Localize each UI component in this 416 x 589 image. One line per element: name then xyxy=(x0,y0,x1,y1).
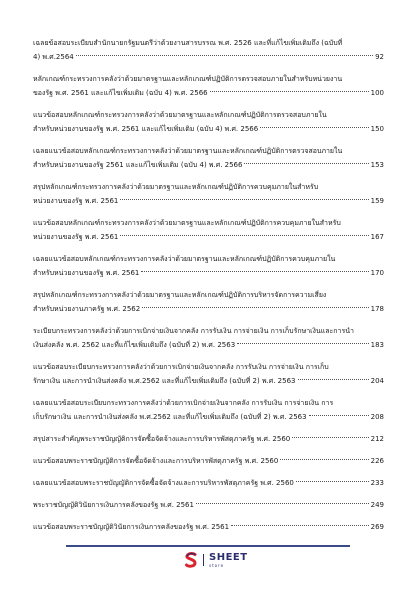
toc-entry-title-line1: เฉลยแนวข้อสอบระเบียบกระทรวงการคลังว่าด้วยการเบิกจ่ายเงินจากคลัง การรับเงิน การจ่ายเงิน การ xyxy=(33,399,334,407)
toc-entry[interactable] xyxy=(33,520,384,534)
toc-page-number: 100 xyxy=(370,89,384,97)
toc-leader-dots xyxy=(260,127,368,128)
toc-entry[interactable] xyxy=(33,324,384,352)
toc-leader-dots xyxy=(309,415,369,416)
toc-entry[interactable] xyxy=(33,36,384,64)
toc-entry[interactable] xyxy=(33,72,384,100)
toc-page-number: 204 xyxy=(370,377,384,385)
toc-entry-title-line2: 4) พ.ศ.2564 xyxy=(33,53,74,61)
toc-entry-title: พระราชบัญญัติวินัยการเงินการคลังของรัฐ พ.ศ. 2561 xyxy=(33,501,194,509)
toc-page-number: 233 xyxy=(370,479,384,487)
brand-logo xyxy=(184,552,248,568)
footer-divider xyxy=(66,545,350,547)
toc-entry[interactable] xyxy=(33,144,384,172)
toc-page-number: 92 xyxy=(375,53,384,61)
toc-leader-dots xyxy=(120,235,368,236)
logo-separator xyxy=(203,554,204,566)
toc-entry-title-line1: สรุปหลักเกณฑ์กระทรวงการคลังว่าด้วยมาตรฐานและหลักเกณฑ์ปฏิบัติการควบคุมภายในสำหรับ xyxy=(33,183,319,191)
toc-entry-title-line2: หน่วยงานของรัฐ พ.ศ. 2561 xyxy=(33,233,119,241)
toc-entry[interactable] xyxy=(33,476,384,490)
toc-leader-dots xyxy=(298,379,369,380)
toc-entry[interactable] xyxy=(33,396,384,424)
toc-entry-title-line2: หน่วยงานของรัฐ พ.ศ. 2561 xyxy=(33,197,119,205)
toc-entry[interactable] xyxy=(33,432,384,446)
toc-entry-title-line2: เก็บรักษาเงิน และการนำเงินส่งคลัง พ.ศ.2562 และที่แก้ไขเพิ่มเติมถึง (ฉบับที่ 2) พ.ศ. 2563 xyxy=(33,413,307,421)
toc-leader-dots xyxy=(142,307,368,308)
toc-page-number: 170 xyxy=(370,269,384,277)
toc-entry[interactable] xyxy=(33,252,384,280)
toc-entry[interactable] xyxy=(33,108,384,136)
toc-page-number: 208 xyxy=(370,413,384,421)
toc-entry-title: เฉลยแนวข้อสอบพระราชบัญญัติการจัดซื้อจัดจ้างและการบริหารพัสดุภาครัฐ พ.ศ. 2560 xyxy=(33,479,294,487)
toc-leader-dots xyxy=(237,343,368,344)
toc-entry-title-line1: เฉลยข้อสอบระเบียบสำนักนายกรัฐมนตรีว่าด้วยงานสารบรรณ พ.ศ. 2526 และที่แก้ไขเพิ่มเติมถึง (ฉบับที่ xyxy=(33,39,343,47)
toc-leader-dots xyxy=(296,481,369,482)
toc-entry-title-line2: ของรัฐ พ.ศ. 2561 และแก้ไขเพิ่มเติม (ฉบับ 4) พ.ศ. 2566 xyxy=(33,89,208,97)
toc-page-number: 167 xyxy=(370,233,384,241)
toc-leader-dots xyxy=(141,271,368,272)
toc-leader-dots xyxy=(196,503,369,504)
toc-entry-title-line1: เฉลยแนวข้อสอบหลักเกณฑ์กระทรวงการคลังว่าด้วยมาตรฐานและหลักเกณฑ์ปฏิบัติการตรวจสอบภายใน xyxy=(33,147,343,155)
toc-leader-dots xyxy=(280,459,368,460)
toc-entry-title-line1: ระเบียบกระทรวงการคลังว่าด้วยการเบิกจ่ายเงินจากคลัง การรับเงิน การจ่ายเงิน การเก็บรักษาเงินและการนำ xyxy=(33,327,354,335)
toc-entry-title-line1: สรุปหลักเกณฑ์กระทรวงการคลังว่าด้วยมาตรฐานและหลักเกณฑ์ปฏิบัติการบริหารจัดการความเสี่ยง xyxy=(33,291,327,299)
sheet-s-logo-icon xyxy=(184,552,198,568)
toc-entry-title-line1: แนวข้อสอบหลักเกณฑ์กระทรวงการคลังว่าด้วยมาตรฐานและหลักเกณฑ์ปฏิบัติการตรวจสอบภายใน xyxy=(33,111,327,119)
toc-page-number: 212 xyxy=(370,435,384,443)
toc-leader-dots xyxy=(292,437,368,438)
toc-page-number: 159 xyxy=(370,197,384,205)
toc-page-number: 153 xyxy=(370,161,384,169)
toc-entry-title-line1: เฉลยแนวข้อสอบหลักเกณฑ์กระทรวงการคลังว่าด้วยมาตรฐานและหลักเกณฑ์ปฏิบัติการควบคุมภายใน xyxy=(33,255,336,263)
toc-leader-dots xyxy=(210,91,369,92)
toc-entry-title-line2: เงินส่งคลัง พ.ศ. 2562 และที่แก้ไขเพิ่มเติมถึง (ฉบับที่ 2) พ.ศ. 2563 xyxy=(33,341,236,349)
toc-entry[interactable] xyxy=(33,216,384,244)
toc-page-number: 269 xyxy=(370,523,384,531)
toc-entry-title-line2: รักษาเงิน และการนำเงินส่งคลัง พ.ศ.2562 และที่แก้ไขเพิ่มเติมถึง (ฉบับที่ 2) พ.ศ. 2563 xyxy=(33,377,296,385)
brand-subtitle: store xyxy=(209,562,225,568)
toc-leader-dots xyxy=(244,163,368,164)
toc-page-number: 249 xyxy=(370,501,384,509)
toc-entry-title: แนวข้อสอบพระราชบัญญัติการจัดซื้อจัดจ้างและการบริหารพัสดุภาครัฐ พ.ศ. 2560 xyxy=(33,457,279,465)
toc-entry[interactable] xyxy=(33,454,384,468)
brand-name: SHEET xyxy=(209,551,248,563)
toc-entry-title-line1: แนวข้อสอบหลักเกณฑ์กระทรวงการคลังว่าด้วยมาตรฐานและหลักเกณฑ์ปฏิบัติการควบคุมภายในสำหรับ xyxy=(33,219,341,227)
toc-entry[interactable] xyxy=(33,498,384,512)
toc-page-number: 183 xyxy=(370,341,384,349)
toc-entry-title-line1: หลักเกณฑ์กระทรวงการคลังว่าด้วยมาตรฐานและหลักเกณฑ์ปฏิบัติการตรวจสอบภายในสำหรับหน่วยงาน xyxy=(33,75,343,83)
table-of-contents xyxy=(33,36,384,542)
toc-entry-title: สรุปสาระสำคัญพระราชบัญญัติการจัดซื้อจัดจ้างและการบริหารพัสดุภาครัฐ พ.ศ. 2560 xyxy=(33,435,291,443)
toc-entry[interactable] xyxy=(33,180,384,208)
toc-entry-title-line2: สำหรับหน่วยงานของรัฐ พ.ศ. 2561 xyxy=(33,269,140,277)
toc-page-number: 178 xyxy=(370,305,384,313)
toc-entry-title-line2: สำหรับหน่วยงานของรัฐ 2561 และแก้ไขเพิ่มเติม (ฉบับ 4) พ.ศ. 2566 xyxy=(33,161,243,169)
toc-entry-title-line1: แนวข้อสอบระเบียบกระทรวงการคลังว่าด้วยการเบิกจ่ายเงินจากคลัง การรับเงิน การจ่ายเงิน การเก็บ xyxy=(33,363,329,371)
logo-wordmark xyxy=(209,553,248,568)
toc-page-number: 226 xyxy=(370,457,384,465)
toc-entry-title: แนวข้อสอบพระราชบัญญัติวินัยการเงินการคลังของรัฐ พ.ศ. 2561 xyxy=(33,523,230,531)
toc-leader-dots xyxy=(76,55,373,56)
toc-leader-dots xyxy=(120,199,368,200)
toc-page-number: 150 xyxy=(370,125,384,133)
toc-entry-title-line2: สำหรับหน่วยงานภาครัฐ พ.ศ. 2562 xyxy=(33,305,141,313)
toc-leader-dots xyxy=(231,525,369,526)
toc-entry[interactable] xyxy=(33,360,384,388)
toc-entry[interactable] xyxy=(33,288,384,316)
toc-entry-title-line2: สำหรับหน่วยงานของรัฐ พ.ศ. 2561 และแก้ไขเพิ่มเติม (ฉบับ 4) พ.ศ. 2566 xyxy=(33,125,259,133)
